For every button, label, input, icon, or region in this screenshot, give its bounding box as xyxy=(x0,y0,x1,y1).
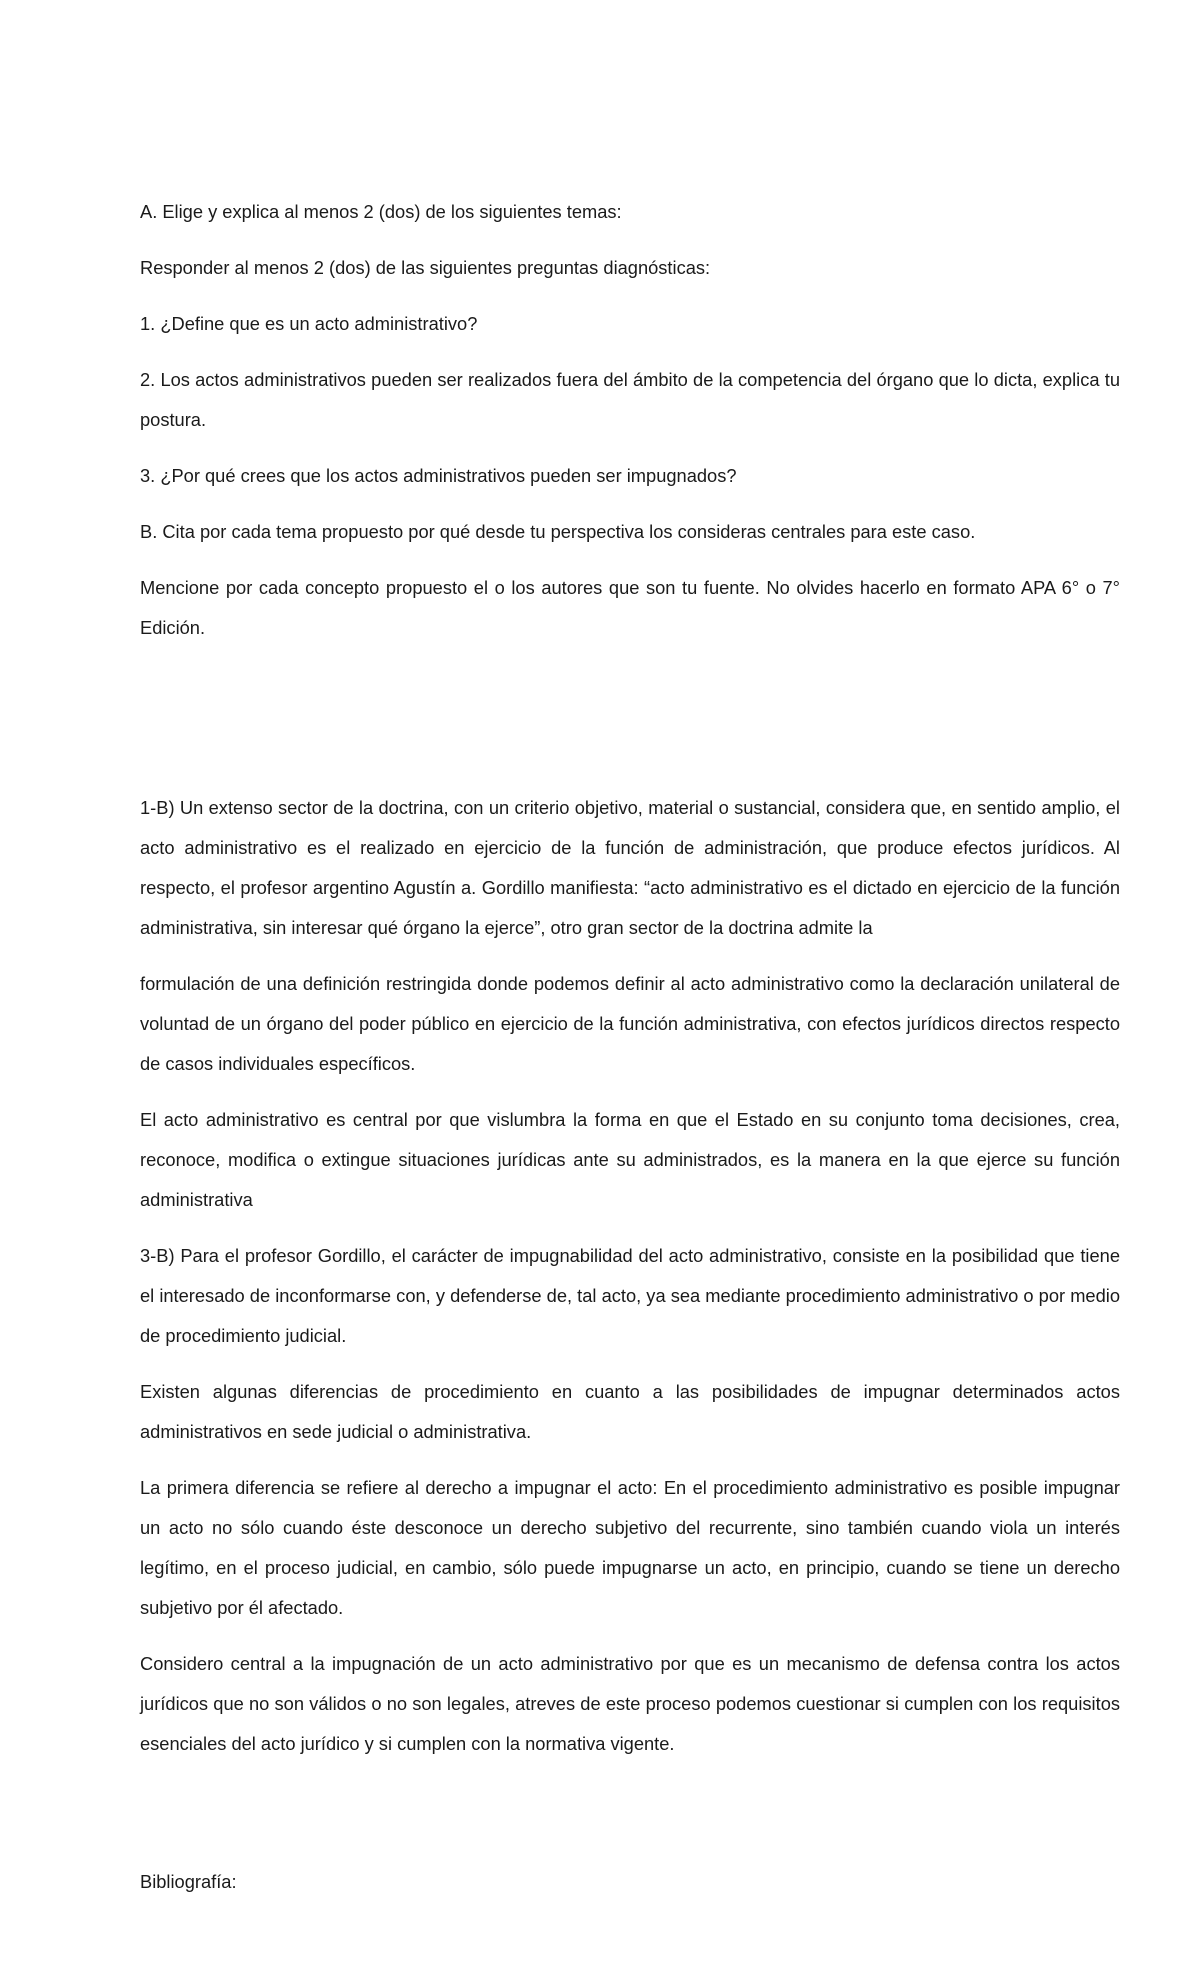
instruction-a: A. Elige y explica al menos 2 (dos) de los siguientes temas: xyxy=(140,201,622,222)
answer-3-paragraph-4: Considero central a la impugnación de un acto administrativo por que es un mecanismo de defensa contra los actos jurídicos que no son válidos o no son legales, atreves de este proceso podemos cuestionar si cumplen con los requisitos esenciales del acto jurídico y si cumplen con la normativa vigente. xyxy=(140,1653,1120,1754)
answer-1-paragraph-3: El acto administrativo es central por que vislumbra la forma en que el Estado en su conjunto toma decisiones, crea, reconoce, modifica o extingue situaciones jurídicas ante su administrados, es la manera en la que ejerce su función administrativa xyxy=(140,1109,1120,1210)
question-2: 2. Los actos administrativos pueden ser realizados fuera del ámbito de la competencia del órgano que lo dicta, explica tu postura. xyxy=(140,369,1120,430)
answer-1-paragraph-2: formulación de una definición restringida donde podemos definir al acto administrativo como la declaración unilateral de voluntad de un órgano del poder público en ejercicio de la función administrativa, con efectos jurídicos directos respecto de casos individuales específicos. xyxy=(140,973,1120,1074)
question-1: 1. ¿Define que es un acto administrativo? xyxy=(140,313,478,334)
answer-1-paragraph-1: 1-B) Un extenso sector de la doctrina, con un criterio objetivo, material o sustancial, considera que, en sentido amplio, el acto administrativo es el realizado en ejercicio de la función de administración, que produce efectos jurídicos. Al respecto, el profesor argentino Agustín a. Gordillo manifiesta: “acto administrativo es el dictado en ejercicio de la función administrativa, sin interesar qué órgano la ejerce”, otro gran sector de la doctrina admite la xyxy=(140,797,1120,938)
instruction-b: B. Cita por cada tema propuesto por qué desde tu perspectiva los consideras centrales para este caso. xyxy=(140,521,976,542)
instruction-respond: Responder al menos 2 (dos) de las siguientes preguntas diagnósticas: xyxy=(140,257,711,278)
answer-3-paragraph-3: La primera diferencia se refiere al derecho a impugnar el acto: En el procedimiento administrativo es posible impugnar un acto no sólo cuando éste desconoce un derecho subjetivo del recurrente, sino también cuando viola un interés legítimo, en el proceso judicial, en cambio, sólo puede impugnarse un acto, en principio, cuando se tiene un derecho subjetivo por él afectado. xyxy=(140,1477,1120,1618)
answer-3-paragraph-1: 3-B) Para el profesor Gordillo, el carácter de impugnabilidad del acto administrativo, consiste en la posibilidad que tiene el interesado de inconformarse con, y defenderse de, tal acto, ya sea mediante procedimiento administrativo o por medio de procedimiento judicial. xyxy=(140,1245,1120,1346)
instruction-apa: Mencione por cada concepto propuesto el o los autores que son tu fuente. No olvides hacerlo en formato APA 6° o 7° Edición. xyxy=(140,577,1120,638)
answer-3-paragraph-2: Existen algunas diferencias de procedimiento en cuanto a las posibilidades de impugnar determinados actos administrativos en sede judicial o administrativa. xyxy=(140,1381,1120,1442)
bibliography-heading: Bibliografía: xyxy=(140,1871,237,1892)
document-body xyxy=(140,192,1120,1902)
question-3: 3. ¿Por qué crees que los actos administrativos pueden ser impugnados? xyxy=(140,465,737,486)
